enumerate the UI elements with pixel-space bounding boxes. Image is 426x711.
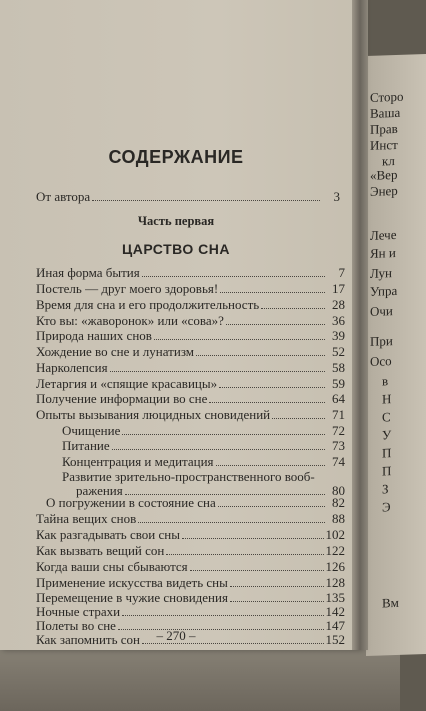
toc-entry-title: Иная форма бытия bbox=[36, 265, 140, 280]
toc-page-number: 122 bbox=[325, 543, 345, 558]
section-title: ЦАРСТВО СНА bbox=[121, 241, 230, 257]
facing-page-text: Прав bbox=[370, 120, 398, 137]
facing-page-text: Ян и bbox=[370, 245, 396, 261]
toc-leader-dots bbox=[112, 449, 325, 450]
toc-entry-title: Как вызвать вещий сон bbox=[36, 543, 165, 558]
toc-entry bbox=[36, 591, 345, 605]
toc-entry bbox=[36, 329, 345, 343]
toc-entry bbox=[36, 528, 345, 542]
toc-page-number: 3 bbox=[333, 189, 340, 204]
toc-entry bbox=[36, 298, 345, 312]
facing-page-text: Энер bbox=[370, 182, 398, 199]
page-number: – 270 – bbox=[156, 628, 196, 643]
toc-entry-title: От автора bbox=[36, 189, 91, 204]
toc-leader-dots bbox=[110, 371, 325, 372]
toc-entry bbox=[36, 560, 345, 574]
toc-page-number: 128 bbox=[325, 575, 345, 590]
toc-entry-title: Природа наших снов bbox=[36, 328, 152, 343]
toc-entry bbox=[36, 544, 345, 558]
toc-entry bbox=[36, 266, 345, 280]
toc-entry-title: Полеты во сне bbox=[36, 618, 116, 633]
toc-entry-title: Опыты вызывания люцидных сновидений bbox=[36, 407, 271, 422]
toc-entry-title: Концентрация и медитация bbox=[62, 454, 214, 469]
toc-entry bbox=[36, 314, 345, 328]
toc-entry bbox=[36, 512, 345, 526]
toc-page-number: 74 bbox=[332, 454, 345, 469]
toc-page-number: 72 bbox=[332, 423, 345, 438]
toc-entry bbox=[36, 408, 345, 422]
toc-entry bbox=[62, 439, 345, 453]
toc-entry-title: Питание bbox=[62, 438, 110, 453]
toc-entry-title: О погружении в состояние сна bbox=[46, 495, 216, 510]
toc-leader-dots bbox=[230, 586, 324, 587]
facing-page-text: У bbox=[382, 427, 392, 443]
toc-entry-title: Летаргия и «спящие красавицы» bbox=[36, 376, 218, 391]
toc-leader-dots bbox=[218, 506, 325, 507]
facing-page-text: Лун bbox=[370, 265, 392, 281]
toc-leader-dots bbox=[216, 465, 325, 466]
toc-leader-dots bbox=[226, 324, 325, 325]
toc-leader-dots bbox=[209, 402, 325, 403]
facing-page-text: Ваша bbox=[370, 104, 401, 121]
toc-leader-dots bbox=[122, 615, 323, 616]
toc-page-number: 147 bbox=[325, 618, 345, 633]
toc-entry-title: Применение искусства видеть сны bbox=[36, 575, 228, 590]
toc-page-number: 59 bbox=[332, 376, 345, 391]
toc-leader-dots bbox=[92, 200, 320, 201]
toc-entry-title: Кто вы: «жаворонок» или «сова»? bbox=[36, 313, 224, 328]
toc-page-number: 7 bbox=[338, 265, 345, 280]
toc-entry bbox=[36, 605, 345, 619]
toc-leader-dots bbox=[182, 538, 324, 539]
toc-leader-dots bbox=[196, 355, 325, 356]
toc-page-number: 142 bbox=[325, 604, 345, 619]
facing-page-text: Упра bbox=[370, 282, 398, 299]
facing-page-text: Инст bbox=[370, 136, 398, 153]
contents-heading: СОДЕРЖАНИЕ bbox=[108, 147, 244, 167]
facing-page-text: кл bbox=[382, 153, 395, 169]
toc-entry bbox=[36, 361, 345, 375]
toc-entry-title: Время для сна и его продолжительность bbox=[36, 297, 260, 312]
toc-page-number: 39 bbox=[332, 328, 345, 343]
toc-leader-dots bbox=[190, 570, 324, 571]
facing-page-text: Н bbox=[382, 391, 392, 407]
toc-page-number: 58 bbox=[332, 360, 345, 375]
toc-leader-dots bbox=[219, 387, 325, 388]
toc-page-number: 36 bbox=[332, 313, 345, 328]
toc-page-number: 17 bbox=[332, 281, 345, 296]
toc-page-number: 152 bbox=[325, 632, 345, 647]
toc-entry-title: Тайна вещих снов bbox=[36, 511, 137, 526]
toc-entry-title: Как запомнить сон bbox=[36, 632, 141, 647]
toc-page-number: 88 bbox=[332, 511, 345, 526]
facing-page-text: Вм bbox=[382, 594, 399, 611]
facing-page-text: «Вер bbox=[370, 166, 398, 183]
toc-leader-dots bbox=[142, 276, 325, 277]
toc-entry bbox=[62, 470, 345, 498]
part-label: Часть первая bbox=[137, 214, 215, 228]
toc-entry-title: Перемещение в чужие сновидения bbox=[36, 590, 228, 605]
facing-page-text: При bbox=[370, 333, 393, 349]
desk-surface bbox=[0, 640, 400, 711]
toc-leader-dots bbox=[166, 554, 323, 555]
facing-page-text: Э bbox=[382, 499, 391, 515]
toc-entry bbox=[36, 282, 345, 296]
facing-page-text: С bbox=[382, 409, 391, 425]
facing-page-text: Лече bbox=[370, 226, 397, 243]
facing-page-text: П bbox=[382, 445, 392, 461]
toc-leader-dots bbox=[272, 418, 325, 419]
toc-leader-dots bbox=[230, 601, 324, 602]
toc-entry-title: Очищение bbox=[62, 423, 121, 438]
toc-entry-title: Хождение во сне и лунатизм bbox=[36, 344, 194, 359]
toc-page-number: 52 bbox=[332, 344, 345, 359]
toc-entry-title: Постель — друг моего здоровья! bbox=[36, 281, 219, 296]
toc-page-number: 80 bbox=[332, 483, 345, 498]
toc-entry bbox=[62, 455, 345, 469]
facing-page-text: в bbox=[382, 373, 389, 389]
toc-entry-title: Как разгадывать свои сны bbox=[36, 527, 180, 542]
toc-entry-title: Нарколепсия bbox=[36, 360, 108, 375]
facing-page-text: П bbox=[382, 463, 392, 479]
toc-entry bbox=[36, 576, 345, 590]
toc-leader-dots bbox=[138, 522, 325, 523]
toc-page-number: 71 bbox=[332, 407, 345, 422]
toc-entry bbox=[62, 424, 345, 438]
toc-page-number: 64 bbox=[332, 391, 345, 406]
toc-entry bbox=[36, 190, 340, 204]
toc-entry bbox=[36, 377, 345, 391]
facing-page bbox=[366, 54, 426, 656]
toc-entry-title: Когда ваши сны сбываются bbox=[36, 559, 188, 574]
facing-page-text: З bbox=[382, 481, 389, 497]
toc-page-number: 73 bbox=[332, 438, 345, 453]
facing-page-text: Сторо bbox=[370, 88, 404, 105]
toc-entry-title: Ночные страхи bbox=[36, 604, 121, 619]
toc-entry-title: Получение информации во сне bbox=[36, 391, 208, 406]
toc-entry bbox=[36, 345, 345, 359]
toc-page-number: 102 bbox=[325, 527, 345, 542]
toc-leader-dots bbox=[220, 292, 325, 293]
toc-leader-dots bbox=[122, 434, 325, 435]
toc-leader-dots bbox=[154, 339, 325, 340]
toc-entry-title-continued: ражения bbox=[76, 483, 123, 498]
toc-entry bbox=[36, 392, 345, 406]
toc-page-number: 82 bbox=[332, 495, 345, 510]
toc-page-number: 135 bbox=[325, 590, 345, 605]
book-gutter bbox=[352, 0, 368, 650]
toc-page-number: 28 bbox=[332, 297, 345, 312]
facing-page-text: Осо bbox=[370, 353, 392, 369]
toc-entry bbox=[46, 496, 345, 510]
toc-leader-dots bbox=[261, 308, 325, 309]
toc-entry-title: Развитие зрительно-пространственного вооб- bbox=[62, 469, 315, 484]
facing-page-text: Очи bbox=[370, 303, 393, 319]
toc-page-number: 126 bbox=[325, 559, 345, 574]
